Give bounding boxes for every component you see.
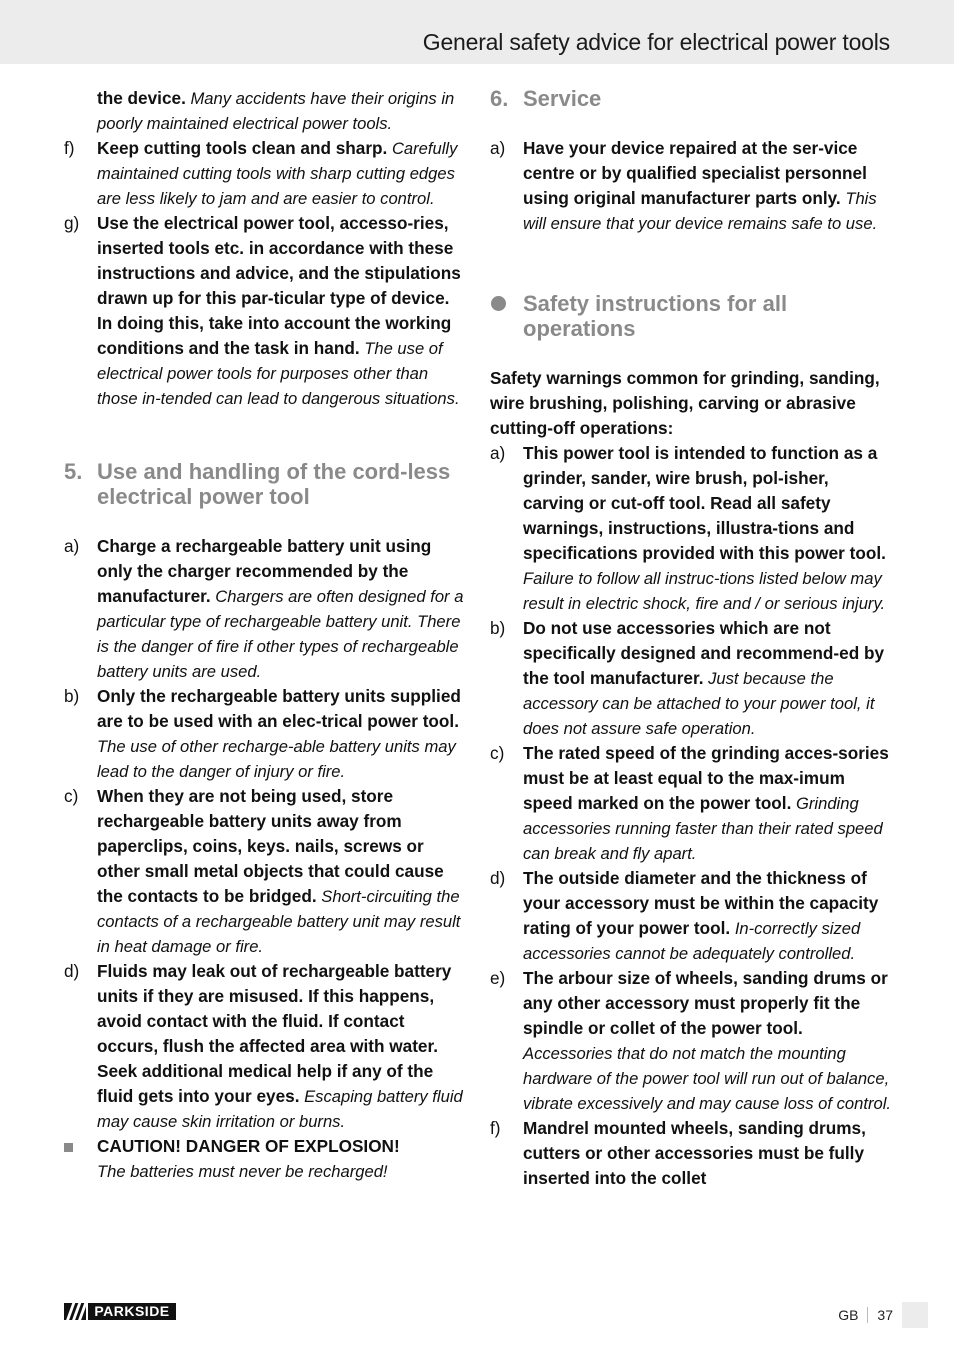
page-tab bbox=[902, 1302, 928, 1328]
square-bullet-icon bbox=[64, 1143, 73, 1152]
language-code: GB bbox=[838, 1307, 868, 1323]
intro-text: Safety warnings common for grinding, sanding, wire brushing, polishing, carving or abrasive cutting-off operations: bbox=[490, 368, 880, 438]
list-item-c: c) When they are not being used, store rechargeable battery units away from paperclips, coins, keys. nails, screws or other small metal objects that could cause the contacts to be bridged. Short-circuiting the contacts of a rechargeable battery unit may result in heat damage or fire. bbox=[64, 786, 461, 956]
logo-text: PARKSIDE bbox=[86, 1303, 176, 1320]
list-item-d: d) Fluids may leak out of rechargeable battery units if they are misused. If this happens, avoid contact with the fluid. If contact occurs, flush the affected area with water. Seek additional medical help if any of the fluid gets into your eyes. Escaping battery fluid may cause skin irritation or burns. bbox=[64, 961, 463, 1131]
logo-slashes-icon bbox=[64, 1303, 86, 1320]
page-number: 37 bbox=[877, 1307, 893, 1323]
list-item-d: d) The outside diameter and the thickness of your accessory must be within the capacity rating of your power tool. In-correctly sized accessories cannot be adequately controlled. bbox=[490, 868, 879, 963]
list-item-e: e) The arbour size of wheels, sanding drums or any other accessory must properly fit the spindle or collet of the power tool. Accessories that do not match the mounting hardware of the power tool will run out of balance, vibrate excessively and may cause loss of control. bbox=[490, 968, 891, 1113]
page-footer bbox=[838, 1302, 928, 1328]
list-item-a: a) This power tool is intended to function as a grinder, sander, wire brush, pol-isher, carving or cut-off tool. Read all safety warnings, instructions, illustra-tions and specifications provided with this power tool. Failure to follow all instruc-tions listed below may result in electric shock, fire and / or serious injury. bbox=[490, 443, 886, 613]
list-item-f: f) Keep cutting tools clean and sharp. Carefully maintained cutting tools with sharp cutting edges are less likely to jam and are easier to control. bbox=[64, 138, 458, 208]
header-bar bbox=[0, 0, 954, 64]
page-title: General safety advice for electrical power tools bbox=[422, 29, 890, 55]
circle-bullet-icon bbox=[491, 296, 506, 311]
list-item-g: g) Use the electrical power tool, accesso-ries, inserted tools etc. in accordance with these instructions and advice, and the stipulations drawn up for this par-ticular type of device. In doing this, take into account the working conditions and the task in hand. The use of electrical power tools for purposes other than those in-tended can lead to dangerous situations. bbox=[64, 213, 461, 408]
list-item-b: b) Do not use accessories which are not specifically designed and recommend-ed by the tool manufacturer. Just because the accessory can be attached to your power tool, it does not assure safe operation. bbox=[490, 618, 885, 738]
caution-notice: CAUTION! DANGER OF EXPLOSION! The batteries must never be recharged! bbox=[64, 1134, 466, 1184]
section-5-heading: 5. Use and handling of the cord-less electrical power tool bbox=[64, 459, 451, 509]
section-6-heading: 6. Service bbox=[490, 86, 602, 111]
list-item-f: f) Mandrel mounted wheels, sanding drums, cutters or other accessories must be fully inserted into the collet bbox=[490, 1118, 866, 1188]
safety-all-heading: Safety instructions for all operations bbox=[490, 291, 892, 341]
left-column bbox=[64, 86, 466, 1184]
list-item-a: a) Charge a rechargeable battery unit using only the charger recommended by the manufacturer. Chargers are often designed for a particular type of rechargeable battery unit. There is the danger of fire if other types of rechargeable battery units are used. bbox=[64, 536, 464, 681]
continued-paragraph: the device. Many accidents have their origins in poorly maintained electrical power tools. bbox=[97, 88, 455, 133]
right-column bbox=[490, 86, 892, 1191]
service-item-a: a) Have your device repaired at the ser-vice centre or by qualified specialist personnel using original manufacturer parts only. This will ensure that your device remains safe to use. bbox=[490, 138, 878, 233]
list-item-c: c) The rated speed of the grinding acces-sories must be at least equal to the max-imum speed marked on the power tool. Grinding accessories running faster than their rated speed can break and fly apart. bbox=[490, 743, 889, 863]
parkside-logo bbox=[64, 1303, 176, 1320]
list-item-b: b) Only the rechargeable battery units supplied are to be used with an elec-trical power tool. The use of other recharge-able battery units may lead to the danger of injury or fire. bbox=[64, 686, 461, 781]
